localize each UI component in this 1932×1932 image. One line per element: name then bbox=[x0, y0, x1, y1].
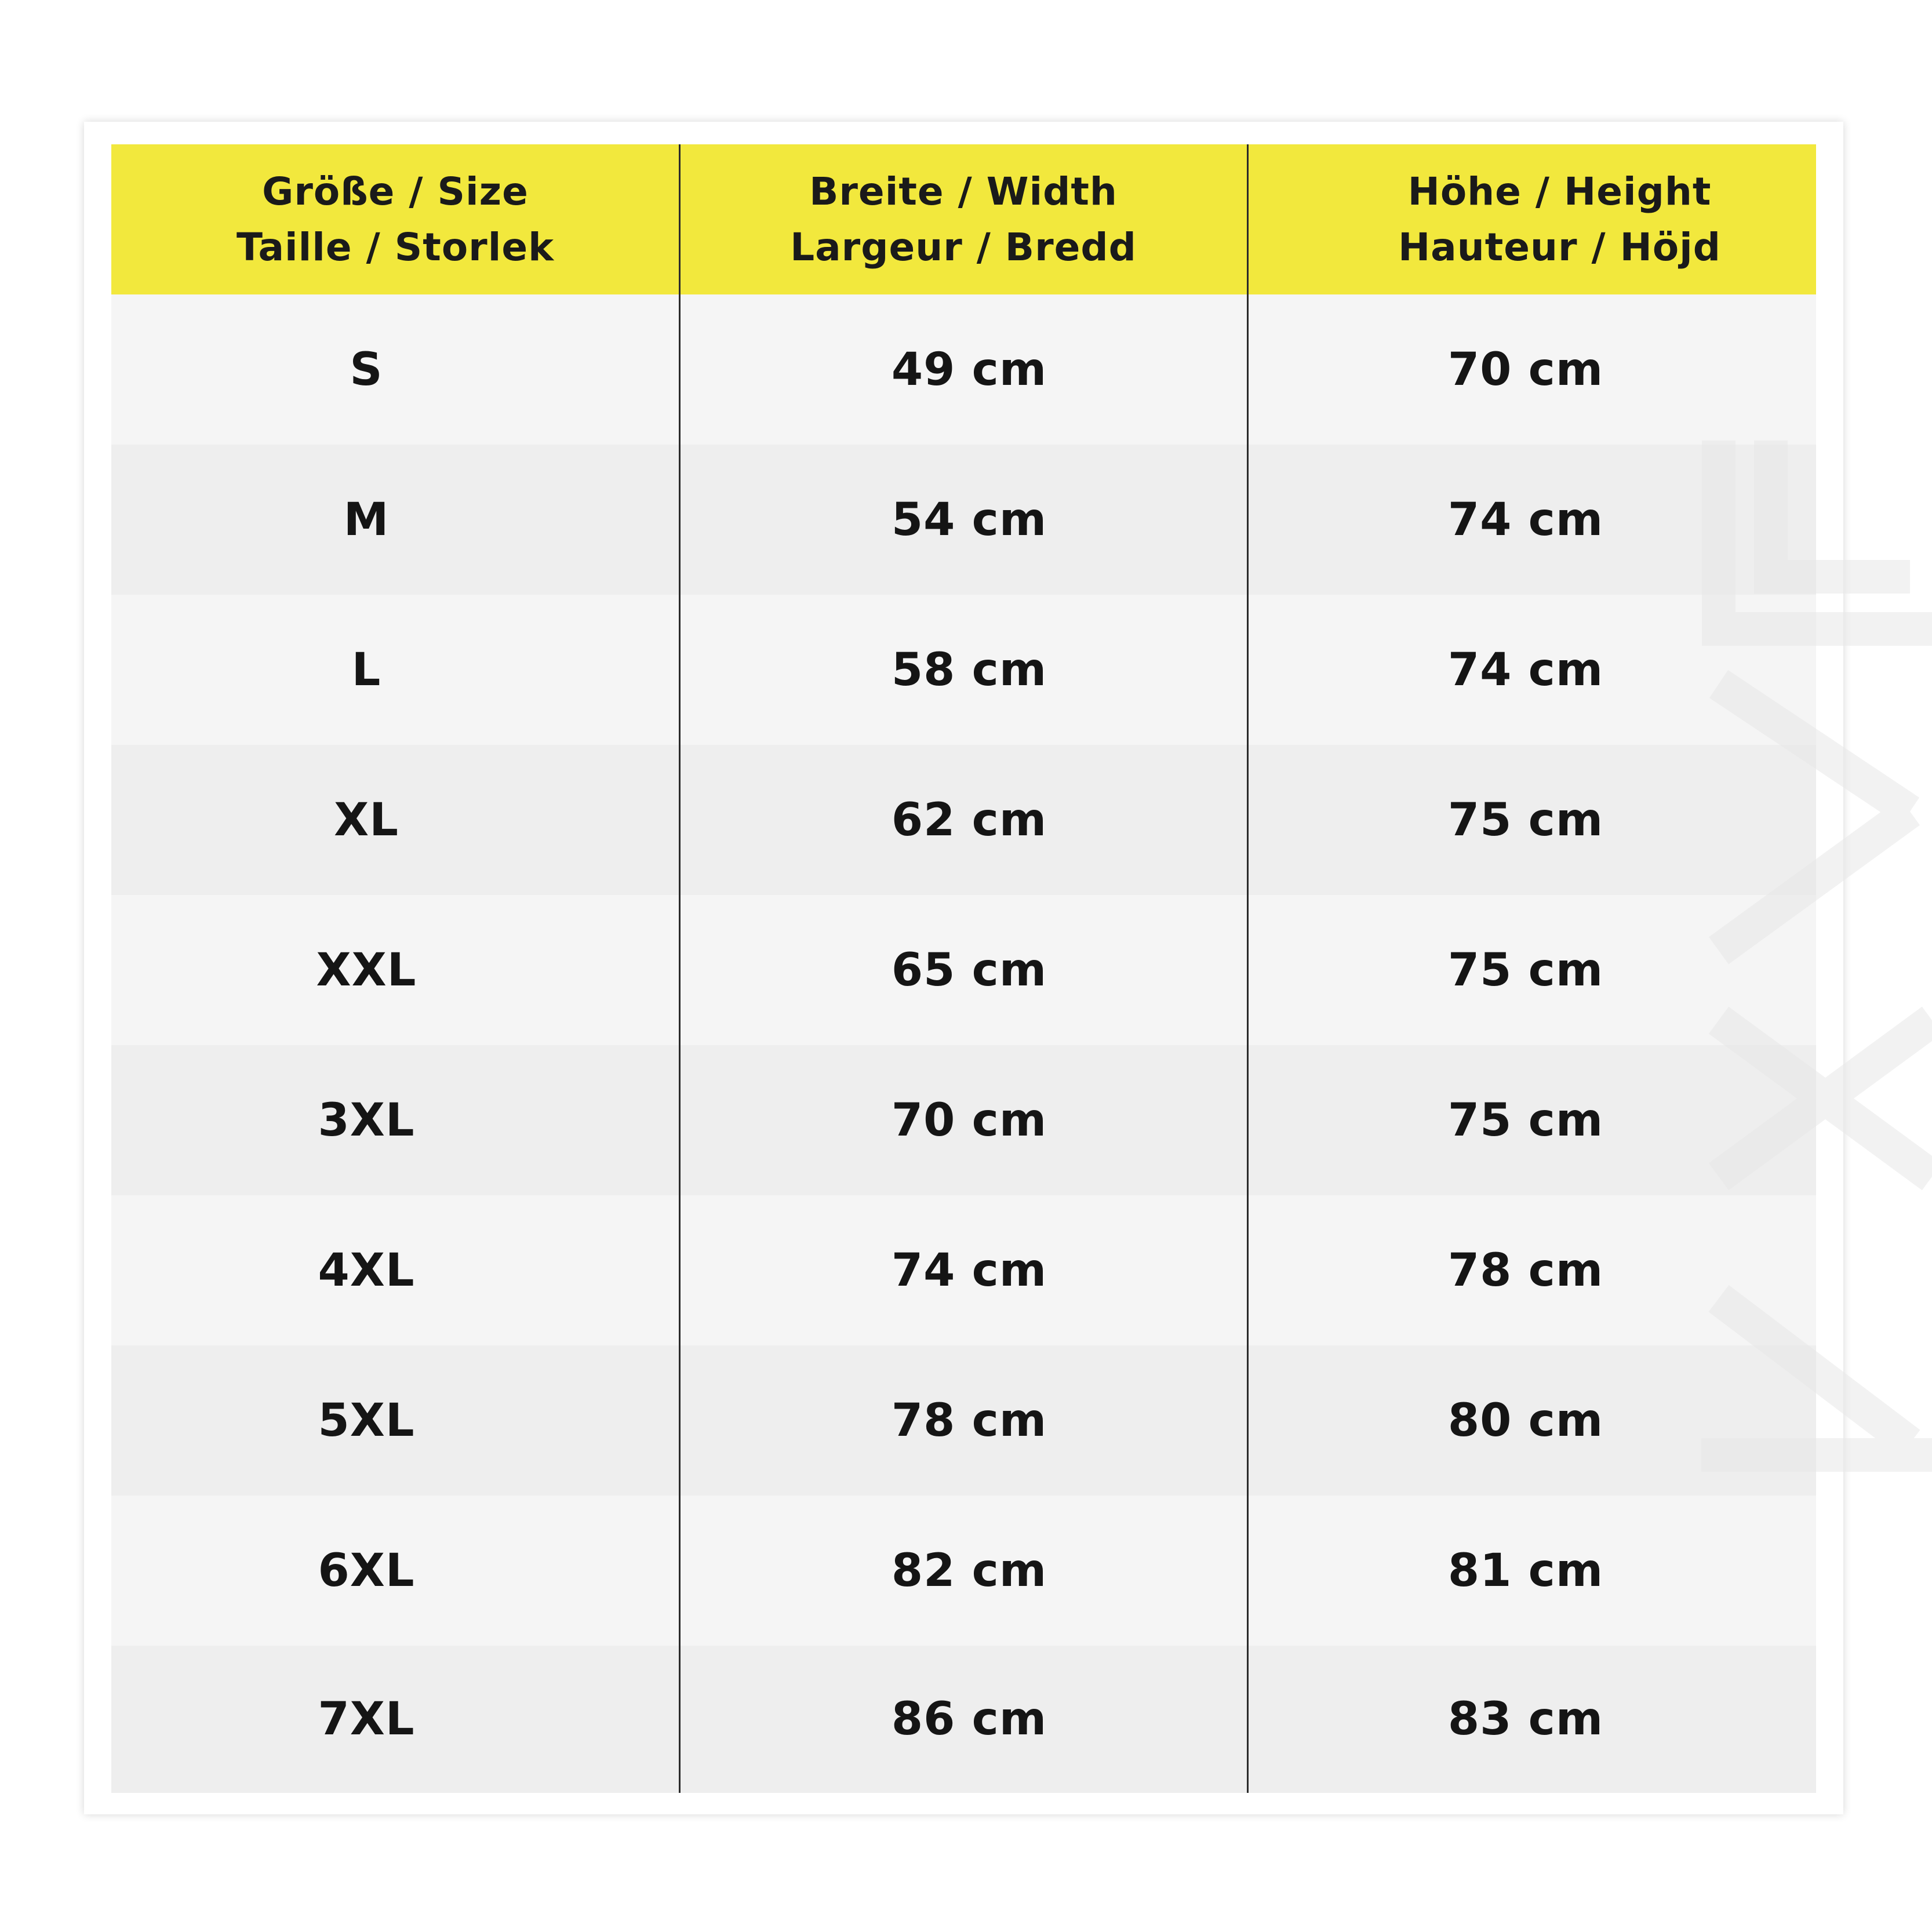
width-cell: 58 cm bbox=[891, 643, 1047, 696]
size-cell: 7XL bbox=[318, 1693, 415, 1745]
width-cell: 62 cm bbox=[891, 794, 1047, 846]
size-cell: M bbox=[343, 493, 390, 546]
table-row bbox=[111, 445, 1816, 595]
width-cell: 70 cm bbox=[891, 1094, 1047, 1147]
size-cell: 3XL bbox=[318, 1094, 415, 1147]
height-cell: 70 cm bbox=[1447, 343, 1604, 396]
header-width-line2: Largeur / Bredd bbox=[790, 224, 1137, 270]
size-cell: 4XL bbox=[318, 1244, 415, 1297]
header-width-line1: Breite / Width bbox=[809, 169, 1118, 214]
table-header-row bbox=[111, 144, 1816, 294]
column-divider bbox=[1247, 144, 1249, 1793]
size-cell: 6XL bbox=[318, 1544, 415, 1597]
table-row bbox=[111, 595, 1816, 745]
height-cell: 83 cm bbox=[1447, 1693, 1604, 1745]
height-cell: 75 cm bbox=[1447, 944, 1604, 996]
table-row bbox=[111, 1045, 1816, 1195]
size-cell: L bbox=[351, 643, 381, 696]
header-size-line1: Größe / Size bbox=[262, 169, 529, 214]
header-width bbox=[679, 144, 1247, 294]
header-size bbox=[111, 144, 679, 294]
header-height-line2: Hauteur / Höjd bbox=[1398, 224, 1722, 270]
size-chart-table bbox=[111, 144, 1816, 1793]
table-row bbox=[111, 1345, 1816, 1496]
table-row bbox=[111, 745, 1816, 895]
header-height bbox=[1247, 144, 1816, 294]
height-cell: 74 cm bbox=[1447, 493, 1604, 546]
width-cell: 82 cm bbox=[891, 1544, 1047, 1597]
table-row bbox=[111, 1646, 1816, 1793]
height-cell: 75 cm bbox=[1447, 1094, 1604, 1147]
height-cell: 78 cm bbox=[1447, 1244, 1604, 1297]
size-cell: 5XL bbox=[318, 1394, 415, 1447]
height-cell: 75 cm bbox=[1447, 794, 1604, 846]
width-cell: 74 cm bbox=[891, 1244, 1047, 1297]
height-cell: 81 cm bbox=[1447, 1544, 1604, 1597]
logo-watermark-icon bbox=[1701, 441, 1932, 1472]
width-cell: 49 cm bbox=[891, 343, 1047, 396]
height-cell: 74 cm bbox=[1447, 643, 1604, 696]
width-cell: 86 cm bbox=[891, 1693, 1047, 1745]
table-row bbox=[111, 895, 1816, 1045]
size-cell: XXL bbox=[316, 944, 417, 996]
width-cell: 78 cm bbox=[891, 1394, 1047, 1447]
width-cell: 65 cm bbox=[891, 944, 1047, 996]
height-cell: 80 cm bbox=[1447, 1394, 1604, 1447]
size-cell: XL bbox=[334, 794, 399, 846]
table-row bbox=[111, 1496, 1816, 1646]
width-cell: 54 cm bbox=[891, 493, 1047, 546]
table-row bbox=[111, 294, 1816, 445]
header-height-line1: Höhe / Height bbox=[1407, 169, 1712, 214]
table-row bbox=[111, 1195, 1816, 1345]
column-divider bbox=[679, 144, 681, 1793]
header-size-line2: Taille / Storlek bbox=[237, 224, 554, 270]
size-cell: S bbox=[350, 343, 383, 396]
